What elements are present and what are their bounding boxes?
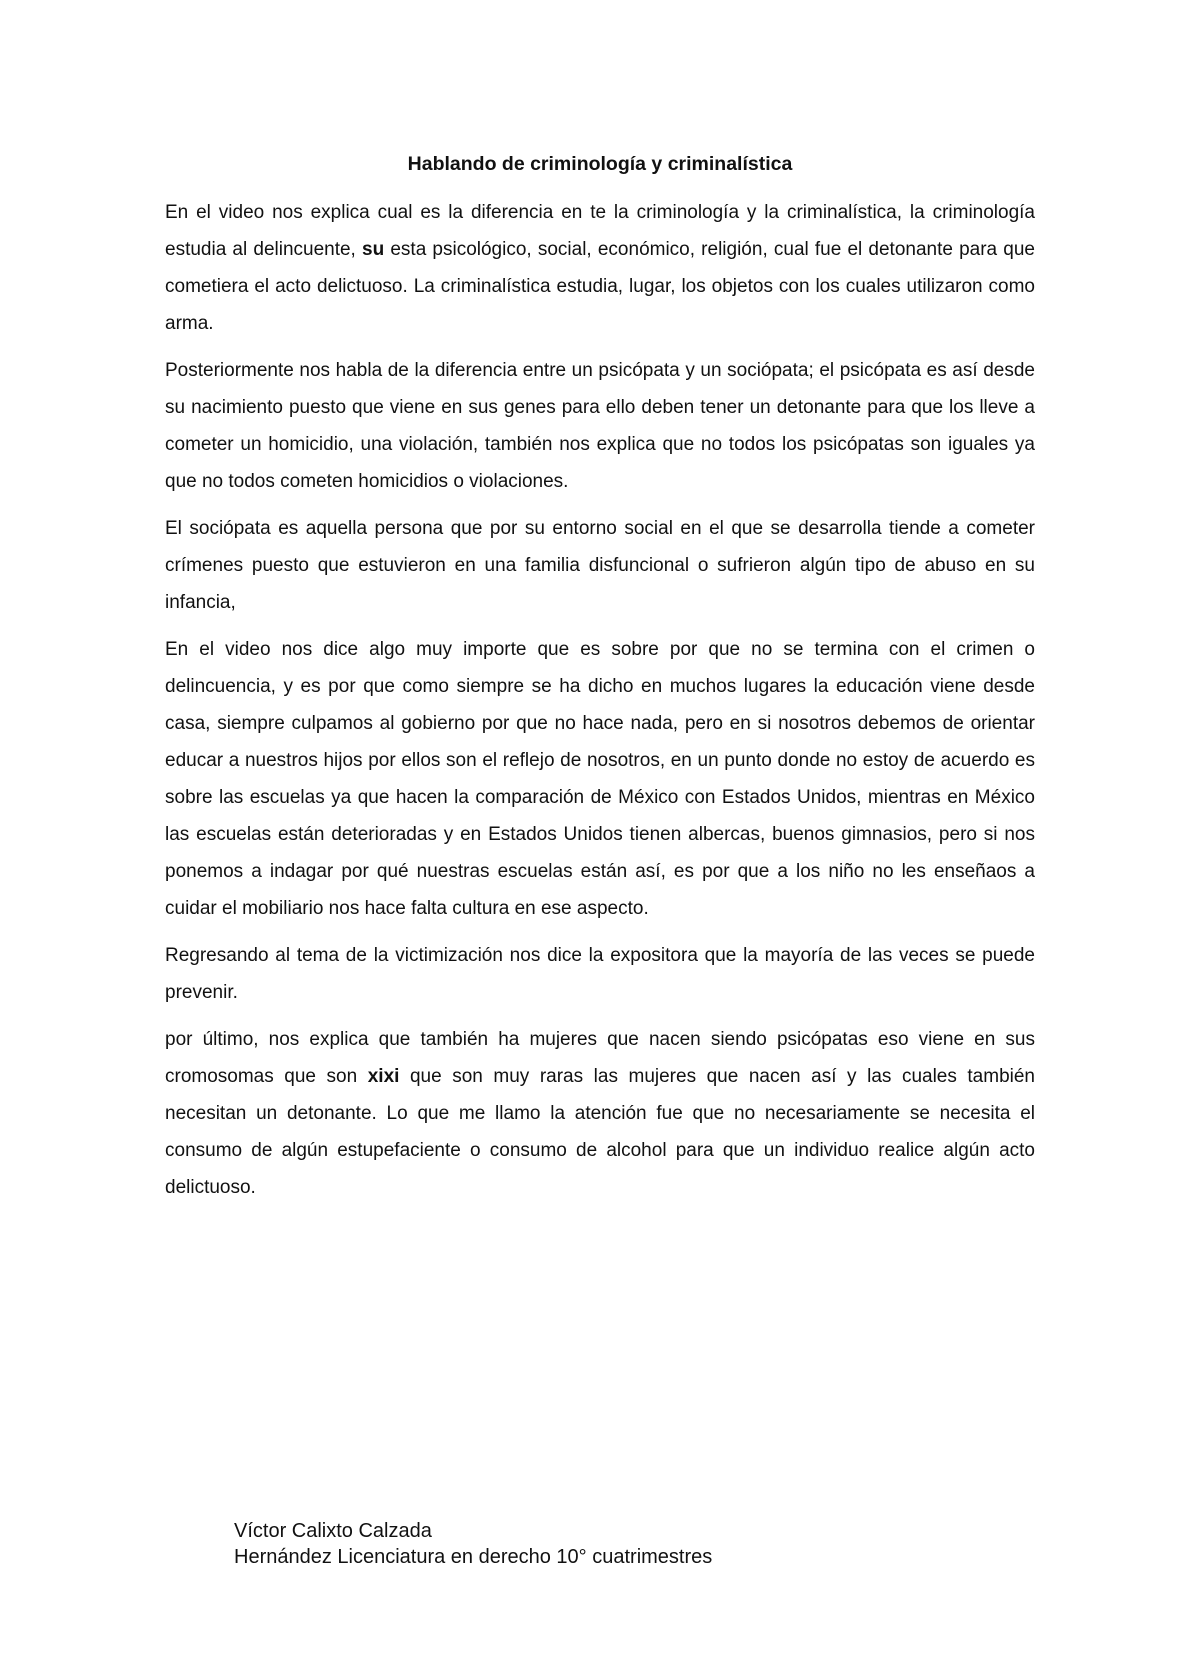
- paragraph: [165, 631, 1035, 927]
- paragraph: [165, 510, 1035, 621]
- paragraph: [165, 352, 1035, 500]
- paragraph-text: Regresando al tema de la victimización nos dice la expositora que la mayoría de las veces se puede prevenir.: [165, 945, 1035, 1003]
- paragraph-text: En el video nos dice algo muy importe que es sobre por que no se termina con el crimen o delincuencia, y es por que como siempre se ha dicho en muchos lugares la educación viene desde casa, siempre culpamos al gobierno por que no hace nada, pero en si nosotros debemos de orientar educar a nuestros hijos por ellos son el reflejo de nosotros, en un punto donde no estoy de acuerdo es sobre las escuelas ya que hacen la comparación de México con Estados Unidos, mientras en México las escuelas están deterioradas y en Estados Unidos tienen albercas, buenos gimnasios, pero si nos ponemos a indagar por qué nuestras escuelas están así, es por que a los niño no les enseñaos a cuidar el mobiliario nos hace falta cultura en ese aspecto.: [165, 639, 1035, 919]
- paragraph: [165, 194, 1035, 342]
- paragraph-text: Posteriormente nos habla de la diferencia entre un psicópata y un sociópata; el psicópata es así desde su nacimiento puesto que viene en sus genes para ello deben tener un detonante para que los lleve a cometer un homicidio, una violación, también nos explica que no todos los psicópatas son iguales ya que no todos cometen homicidios o violaciones.: [165, 360, 1035, 492]
- document-body: [165, 194, 1035, 1216]
- paragraph: [165, 1021, 1035, 1206]
- paragraph-text: por último, nos explica que también ha mujeres que nacen siendo psicópatas eso viene en sus cromosomas que son: [165, 1029, 1035, 1087]
- document-title: Hablando de criminología y criminalística: [407, 153, 793, 175]
- emphasis-text: xixi: [367, 1066, 400, 1087]
- paragraph-text: que son muy raras las mujeres que nacen así y las cuales también necesitan un detonante. Lo que me llamo la atención fue que no necesariamente se necesita el consumo de algún estupefaciente o consumo de alcohol para que un individuo realice algún acto delictuoso.: [165, 1066, 1035, 1198]
- paragraph-text: esta psicológico, social, económico, religión, cual fue el detonante para que cometiera el acto delictuoso. La criminalística estudia, lugar, los objetos con los cuales utilizaron como arma.: [165, 239, 1035, 334]
- author-name: Víctor Calixto Calzada: [234, 1520, 432, 1542]
- paragraph-text: El sociópata es aquella persona que por su entorno social en el que se desarrolla tiende a cometer crímenes puesto que estuvieron en una familia disfuncional o sufrieron algún tipo de abuso en su infancia,: [165, 518, 1035, 613]
- program-info: Hernández Licenciatura en derecho 10° cuatrimestres: [234, 1546, 713, 1568]
- paragraph: [165, 937, 1035, 1011]
- paragraph-text: En el video nos explica cual es la diferencia en te la criminología y la criminalística, la criminología estudia al delincuente,: [165, 202, 1035, 260]
- document-footer: [234, 1518, 712, 1570]
- emphasis-text: su: [362, 239, 385, 260]
